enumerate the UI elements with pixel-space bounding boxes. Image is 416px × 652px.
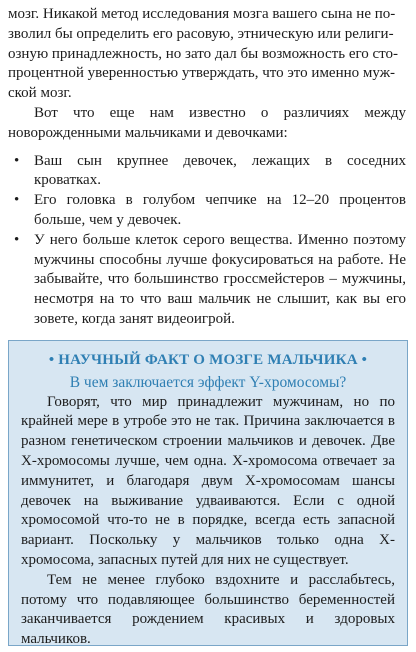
fact-box-paragraph: Тем не менее глубоко вздохните и расслабьтесь, потому что подавляющее большинство беременностей заканчивается рождением красивых и здоровых мальчиков.: [21, 571, 395, 648]
list-item: [8, 231, 406, 330]
intro-line: ской мозг.: [8, 85, 72, 102]
intro-line: процентной уверенностью утверждать, что это именно муж-: [8, 65, 396, 82]
intro-line: озную принадлежность, но зато дал бы возможность его сто-: [8, 45, 399, 62]
list-item: [8, 191, 406, 231]
intro-paragraph: [8, 5, 406, 104]
differences-list: [8, 152, 406, 330]
list-item: [8, 152, 406, 192]
science-fact-box: [8, 340, 408, 646]
fact-box-paragraph: Говорят, что мир принадлежит мужчинам, но по крайней мере в утробе это не так. Причина заключается в разном генетическом строении мальчиков и девочек. Две X-хромосомы лучше, чем одна. X-хромосома отвечает за иммунитет, и благодаря двум X-хромосомам шансы девочек на выживание удваиваются. Если с одной хромосомой что-то не в порядке, всегда есть запасной вариант. Поскольку у мальчиков только одна X-хромосома, запасных путей для них не существует.: [21, 393, 395, 568]
list-item-text: Ваш сын крупнее девочек, лежащих в соседних кроватках.: [34, 152, 406, 189]
bullet-icon: •: [14, 192, 20, 209]
list-item-text: Его головка в голубом чепчике на 12–20 процентов больше, чем у девочек.: [34, 192, 406, 228]
fact-box-title: • НАУЧНЫЙ ФАКТ О МОЗГЕ МАЛЬЧИКА •: [48, 352, 368, 368]
bullet-icon: •: [14, 231, 20, 248]
list-item-text: У него больше клеток серого вещества. Именно поэтому мужчины способны лучше фокусироваться на работе. Не забывайте, что большинство гроссмейстеров – мужчины, несмотря на то что ваш мальчик не слышит, как вы его зовете, когда занят видеоигрой.: [34, 231, 406, 327]
differences-paragraph: Вот что еще нам известно о различиях между новорожденными мальчиками и девочками:: [8, 104, 406, 141]
fact-box-subtitle: В чем заключается эффект Y-хромосомы?: [69, 373, 347, 391]
intro-line: зволил бы определить его расовую, этническую или религи-: [8, 25, 394, 42]
bullet-icon: •: [14, 152, 20, 169]
intro-line: мозг. Никакой метод исследования мозга вашего сына не по-: [8, 6, 396, 22]
